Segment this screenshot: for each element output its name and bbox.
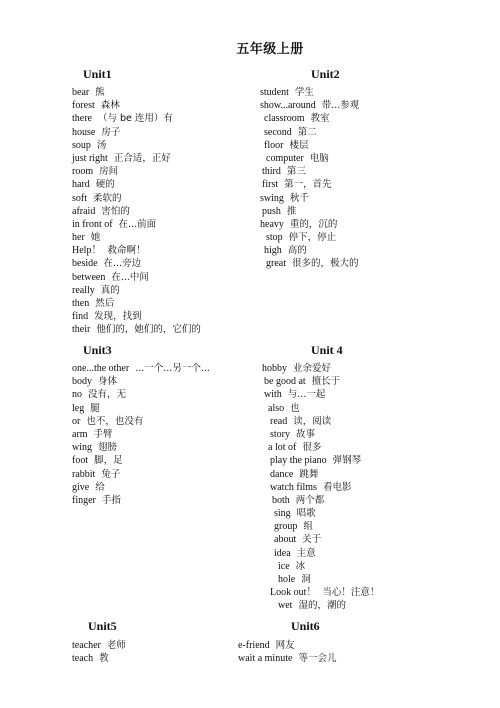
word-entry <box>262 415 379 428</box>
word-chinese: 第一，首先 <box>284 179 332 191</box>
word-chinese: 给 <box>95 481 105 493</box>
word-english: push <box>262 205 281 217</box>
page-title: 五年级上册 <box>236 42 304 57</box>
word-english: about <box>274 534 297 546</box>
word-english: hobby <box>262 363 287 374</box>
word-entry <box>72 362 210 375</box>
word-entry <box>72 192 201 205</box>
word-entry <box>262 520 379 533</box>
word-entry <box>72 481 210 494</box>
word-chinese: 教室 <box>310 113 330 125</box>
unit6-header: Unit6 <box>291 619 320 633</box>
word-chinese: 重的，沉的 <box>289 218 338 230</box>
word-entry <box>262 454 379 467</box>
word-english: bear <box>72 87 90 98</box>
word-entry <box>72 323 201 336</box>
word-chinese: 与...一起 <box>287 389 326 401</box>
word-english: a lot of <box>268 442 297 454</box>
unit4-word-list <box>262 362 379 613</box>
unit5-header: Unit5 <box>88 619 117 633</box>
word-entry <box>72 231 201 244</box>
word-english: story <box>270 428 290 440</box>
word-chinese: 擅长于 <box>311 376 341 388</box>
word-entry <box>72 126 201 139</box>
word-english: there <box>72 113 92 125</box>
word-entry <box>238 639 336 652</box>
word-english: first <box>262 179 279 191</box>
word-english: floor <box>264 139 284 151</box>
word-chinese: 脚，足 <box>94 455 123 467</box>
word-english: classroom <box>264 113 305 125</box>
word-entry <box>262 402 379 415</box>
word-english: one...the other <box>72 363 130 374</box>
word-chinese: 手臂 <box>93 428 113 440</box>
word-chinese: 湿的，潮的 <box>298 600 346 612</box>
word-english: Help！ <box>72 245 102 257</box>
word-english: give <box>72 481 90 493</box>
word-chinese: 业余爱好 <box>293 363 332 374</box>
word-entry <box>260 244 359 257</box>
word-chinese: 手指 <box>101 494 121 506</box>
word-chinese: 房间 <box>99 166 119 178</box>
unit3-word-list <box>72 362 210 507</box>
word-chinese: 身体 <box>98 376 118 388</box>
word-english: arm <box>72 428 88 440</box>
word-entry <box>72 310 201 323</box>
word-entry <box>72 257 201 270</box>
word-english: foot <box>72 455 89 467</box>
word-chinese: 跳舞 <box>299 468 319 480</box>
word-entry <box>72 494 210 507</box>
word-chinese: 推 <box>286 205 297 217</box>
word-english: rabbit <box>72 468 96 480</box>
word-entry <box>72 86 201 99</box>
word-entry <box>72 112 201 125</box>
word-chinese: 很多 <box>302 442 322 454</box>
word-chinese: 读，阅读 <box>293 415 332 427</box>
word-english: wet <box>278 600 293 612</box>
word-entry <box>72 165 201 178</box>
unit6-word-list <box>238 639 336 665</box>
word-chinese: 汤 <box>96 139 107 151</box>
word-chinese: 等一会儿 <box>298 653 337 665</box>
word-english: high <box>264 245 282 257</box>
word-chinese: 正合适，正好 <box>113 152 171 164</box>
word-chinese: 硬的 <box>95 179 115 191</box>
word-entry <box>72 244 201 257</box>
word-english: ice <box>278 560 290 572</box>
word-english: wait a minute <box>238 653 293 665</box>
word-entry <box>72 375 210 388</box>
word-entry <box>260 165 359 178</box>
word-chinese: 两个都 <box>295 494 325 506</box>
word-english: idea <box>274 547 291 559</box>
word-english: afraid <box>72 205 96 217</box>
word-entry <box>262 586 379 599</box>
word-english: her <box>72 232 85 244</box>
word-entry <box>72 652 126 665</box>
word-entry <box>262 428 379 441</box>
word-entry <box>262 375 379 388</box>
word-english: computer <box>266 152 304 164</box>
word-english: read <box>270 415 288 427</box>
word-entry <box>262 560 379 573</box>
word-entry <box>72 152 201 165</box>
word-entry <box>262 441 379 454</box>
word-chinese: 救命啊！ <box>107 245 146 257</box>
word-entry <box>260 99 359 112</box>
word-chinese: 楼层 <box>289 139 309 151</box>
word-entry <box>262 362 379 375</box>
word-entry <box>72 218 201 231</box>
word-english: teacher <box>72 640 101 651</box>
word-chinese: 在...旁边 <box>103 258 142 270</box>
word-english: e-friend <box>238 640 270 651</box>
word-entry <box>262 533 379 546</box>
word-entry <box>260 126 359 139</box>
word-entry <box>72 205 201 218</box>
word-chinese: 教 <box>99 653 109 665</box>
unit2-header: Unit2 <box>311 67 340 81</box>
word-chinese: 发现，找到 <box>94 311 142 323</box>
word-english: heavy <box>260 218 284 230</box>
word-chinese: 秋千 <box>289 192 309 204</box>
word-chinese: 洞 <box>301 574 311 585</box>
word-entry <box>260 112 359 125</box>
word-english: wing <box>72 442 92 454</box>
word-english: swing <box>260 192 284 204</box>
word-english: house <box>72 126 96 138</box>
word-entry <box>72 388 210 401</box>
word-chinese: 也 <box>290 402 300 414</box>
word-chinese: 她 <box>90 232 101 244</box>
word-english: no <box>72 389 82 401</box>
word-entry <box>260 218 359 231</box>
word-english: just right <box>72 152 108 164</box>
word-english: be good at <box>264 376 306 388</box>
word-entry <box>72 441 210 454</box>
word-chinese: 森林 <box>100 100 120 112</box>
word-entry <box>262 547 379 560</box>
word-entry <box>262 468 379 481</box>
unit2-word-list <box>260 86 359 271</box>
unit3-header: Unit3 <box>83 343 112 357</box>
word-entry <box>260 86 359 99</box>
word-english: leg <box>72 402 85 414</box>
word-chinese: 主意 <box>296 547 316 559</box>
word-entry <box>262 507 379 520</box>
word-entry <box>260 257 359 270</box>
word-english: really <box>72 284 95 296</box>
word-chinese: 弹钢琴 <box>332 455 362 467</box>
word-entry <box>72 139 201 152</box>
word-entry <box>260 139 359 152</box>
word-english: find <box>72 311 89 323</box>
word-english: room <box>72 166 94 178</box>
word-entry <box>262 481 379 494</box>
word-chinese: 网友 <box>275 640 295 651</box>
word-english: teach <box>72 653 94 665</box>
word-entry <box>72 402 210 415</box>
word-entry <box>72 284 201 297</box>
word-chinese: 他们的，她们的，它们的 <box>96 324 201 336</box>
word-entry <box>72 454 210 467</box>
word-chinese: 当心！注意！ <box>322 587 380 599</box>
word-english: watch films <box>270 481 317 493</box>
word-entry <box>72 639 126 652</box>
word-entry <box>262 599 379 612</box>
word-chinese: 兔子 <box>101 468 121 480</box>
word-entry <box>72 428 210 441</box>
word-entry <box>260 192 359 205</box>
word-chinese: 冰 <box>295 560 306 572</box>
word-english: their <box>72 324 91 336</box>
word-entry <box>260 152 359 165</box>
word-chinese: 害怕的 <box>101 205 130 217</box>
word-english: group <box>274 521 298 533</box>
word-chinese: 关于 <box>302 534 322 546</box>
word-english: Look out！ <box>270 587 317 599</box>
word-english: both <box>272 494 290 506</box>
word-chinese: 然后 <box>95 298 115 309</box>
word-chinese: 看电影 <box>322 481 352 493</box>
word-entry <box>72 271 201 284</box>
word-entry <box>262 573 379 586</box>
word-chinese: 故事 <box>296 428 316 440</box>
word-english: dance <box>270 468 294 480</box>
word-entry <box>72 99 201 112</box>
word-english: or <box>72 415 81 427</box>
unit5-word-list <box>72 639 126 665</box>
word-entry <box>72 178 201 191</box>
word-entry <box>72 415 210 428</box>
word-entry <box>260 231 359 244</box>
word-chinese: 翅膀 <box>98 442 118 454</box>
word-chinese: 房子 <box>101 126 121 138</box>
word-english: then <box>72 298 90 309</box>
word-english: hole <box>278 574 296 585</box>
unit1-word-list <box>72 86 201 337</box>
unit1-header: Unit1 <box>83 67 112 81</box>
word-entry <box>260 178 359 191</box>
unit4-header: Unit 4 <box>311 343 343 357</box>
word-chinese: 柔软的 <box>93 192 122 204</box>
word-chinese: 高的 <box>287 245 307 257</box>
word-chinese: 第二 <box>297 126 317 138</box>
word-entry <box>238 652 336 665</box>
word-chinese: 腿 <box>90 402 100 414</box>
word-english: also <box>268 402 285 414</box>
word-chinese: 没有，无 <box>88 389 127 401</box>
word-english: great <box>266 258 286 270</box>
word-chinese: （与 be 连用）有 <box>98 113 173 125</box>
word-chinese: 电脑 <box>309 152 329 164</box>
word-chinese: 真的 <box>100 284 120 296</box>
word-chinese: 在...前面 <box>118 218 157 230</box>
word-chinese: 唱歌 <box>296 508 316 520</box>
word-english: student <box>260 87 289 98</box>
word-english: sing <box>274 508 291 520</box>
word-chinese: 停下，停止 <box>288 232 337 244</box>
word-chinese: 学生 <box>294 87 314 98</box>
word-chinese: 在...中间 <box>111 271 149 283</box>
word-english: beside <box>72 258 98 270</box>
word-english: stop <box>266 232 283 244</box>
word-entry <box>72 297 201 310</box>
word-english: play the piano <box>270 455 327 467</box>
word-english: forest <box>72 100 95 112</box>
word-chinese: 组 <box>303 521 313 533</box>
word-english: between <box>72 271 106 283</box>
word-chinese: ...一个...另一个... <box>135 363 210 374</box>
word-english: finger <box>72 494 96 506</box>
word-english: soup <box>72 139 91 151</box>
word-english: third <box>262 166 281 178</box>
word-english: with <box>264 389 282 401</box>
word-chinese: 熊 <box>95 87 105 98</box>
word-entry <box>262 494 379 507</box>
word-chinese: 带...参观 <box>321 100 360 112</box>
word-entry <box>260 205 359 218</box>
word-english: soft <box>72 192 87 204</box>
word-chinese: 也不，也没有 <box>86 415 144 427</box>
word-entry <box>72 468 210 481</box>
word-entry <box>262 388 379 401</box>
word-english: second <box>264 126 292 138</box>
word-english: body <box>72 376 92 388</box>
word-chinese: 老师 <box>106 640 126 651</box>
word-english: hard <box>72 179 90 191</box>
word-english: show...around <box>260 100 316 112</box>
word-chinese: 很多的，极大的 <box>292 258 359 270</box>
word-chinese: 第三 <box>286 166 306 178</box>
word-english: in front of <box>72 218 113 230</box>
